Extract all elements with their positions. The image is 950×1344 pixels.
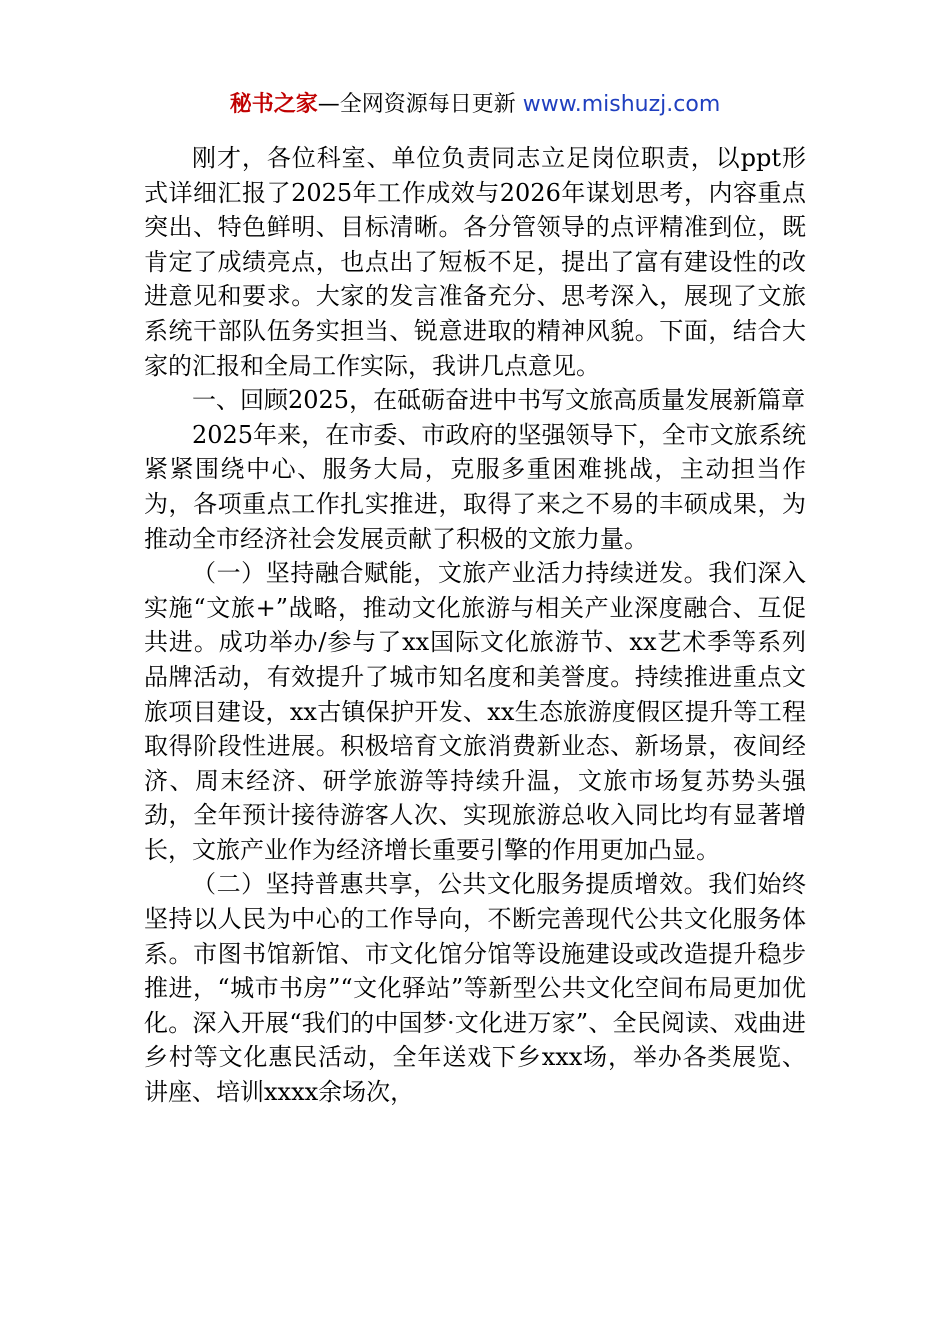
header-tagline: —全网资源每日更新 <box>317 92 523 117</box>
intro-paragraph: 刚才，各位科室、单位负责同志立足岗位职责，以ppt形式详细汇报了2025年工作成效与2026年谋划思考，内容重点突出、特色鲜明、目标清晰。各分管领导的点评精准到位，既肯定了成绩亮点，也点出了短板不足，提出了富有建设性的改进意见和要求。大家的发言准备充分、思考深入，展现了文旅系统干部队伍务实担当、锐意进取的精神风貌。下面，结合大家的汇报和全局工作实际，我讲几点意见。 <box>144 144 806 380</box>
site-url-link[interactable]: www.mishuzj.com <box>522 92 721 117</box>
review-paragraph: 2025年来，在市委、市政府的坚强领导下，全市文旅系统紧紧围绕中心、服务大局，克服多重困难挑战，主动担当作为，各项重点工作扎实推进，取得了来之不易的丰硕成果，为推动全市经济社会发展贡献了积极的文旅力量。 <box>144 420 806 553</box>
subsection-1-paragraph: （一）坚持融合赋能，文旅产业活力持续迸发。我们深入实施“文旅+”战略，推动文化旅游与相关产业深度融合、互促共进。成功举办/参与了xx国际文化旅游节、xx艺术季等系列品牌活动，有效提升了城市知名度和美誉度。持续推进重点文旅项目建设，xx古镇保护开发、xx生态旅游度假区提升等工程取得阶段性进展。积极培育文旅消费新业态、新场景，夜间经济、周末经济、研学旅游等持续升温，文旅市场复苏势头强劲，全年预计接待游客人次、实现旅游总收入同比均有显著增长，文旅产业作为经济增长重要引擎的作用更加凸显。 <box>144 559 806 864</box>
section-heading: 一、回顾2025，在砥砺奋进中书写文旅高质量发展新篇章 <box>192 386 806 415</box>
site-header <box>0 90 950 120</box>
brand-name: 秘书之家 <box>229 92 318 117</box>
subsection-2-paragraph: （二）坚持普惠共享，公共文化服务提质增效。我们始终坚持以人民为中心的工作导向，不断完善现代公共文化服务体系。市图书馆新馆、市文化馆分馆等设施建设或改造提升稳步推进，“城市书房”“文化驿站”等新型公共文化空间布局更加优化。深入开展“我们的中国梦·文化进万家”、全民阅读、戏曲进乡村等文化惠民活动，全年送戏下乡xxx场，举办各类展览、讲座、培训xxxx余场次， <box>144 870 806 1107</box>
document-body <box>144 141 806 1110</box>
